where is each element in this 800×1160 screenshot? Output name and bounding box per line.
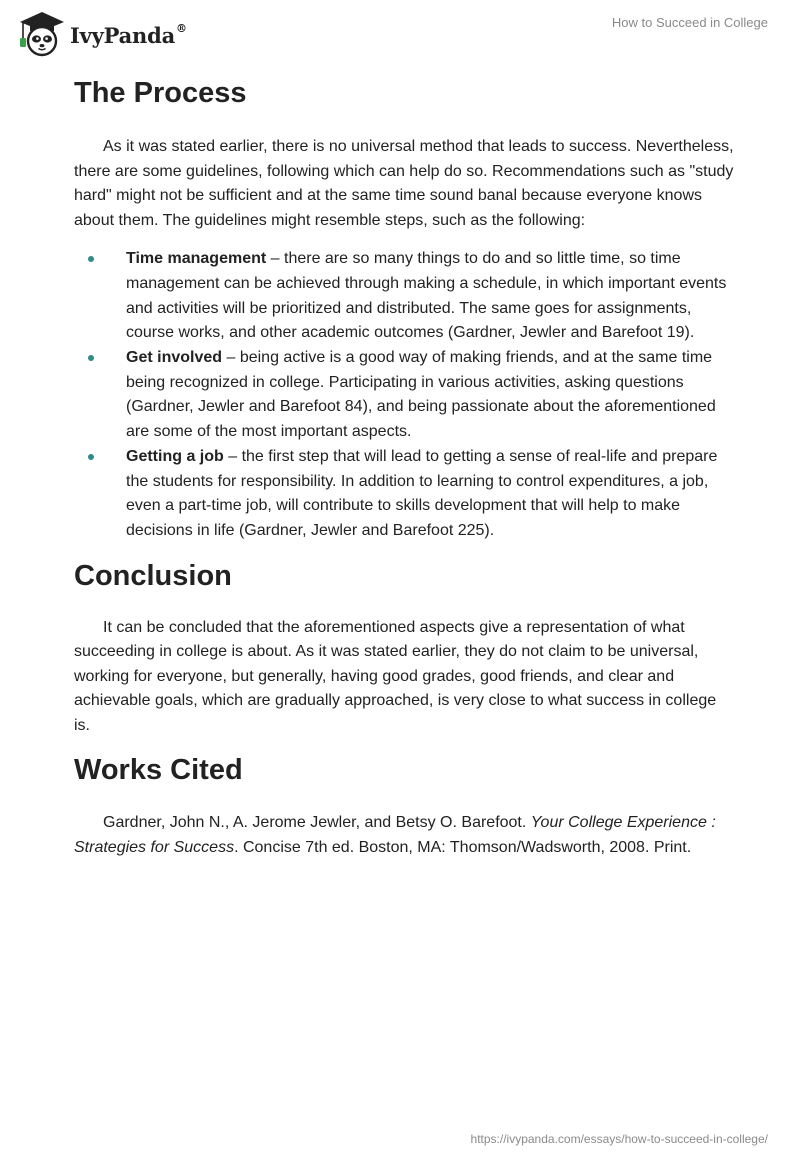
heading-works-cited: Works Cited bbox=[74, 754, 243, 787]
bullet-icon bbox=[88, 355, 94, 361]
page-header bbox=[0, 0, 800, 70]
citation-details: . Concise 7th ed. Boston, MA: Thomson/Wadsworth, 2008. Print. bbox=[234, 839, 692, 857]
panda-graduation-cap-icon bbox=[14, 8, 66, 58]
bullet-icon bbox=[88, 454, 94, 460]
list-item-text: – the first step that will lead to getting a sense of real-life and prepare the students for responsibility. In addition to learning to control expenditures, a job, even a part-time job, will contribute to skills development that will help to make decisions in life (Gardner, Jewler and Barefoot 225). bbox=[126, 448, 718, 539]
list-item bbox=[74, 445, 734, 543]
heading-conclusion: Conclusion bbox=[74, 559, 232, 592]
bullet-icon bbox=[88, 256, 94, 262]
conclusion-paragraph: It can be concluded that the aforementioned aspects give a representation of what succeeding in college is about. As it was stated earlier, they do not claim to be universal, working for everyone, but generally, having good grades, good friends, and clear and achievable goals, which are gradually approached, is very close to what success in college is. bbox=[74, 618, 717, 734]
heading-the-process: The Process bbox=[74, 77, 247, 109]
citation-authors: Gardner, John N., A. Jerome Jewler, and Betsy O. Barefoot. bbox=[103, 814, 531, 832]
list-item-term: Get involved bbox=[126, 349, 223, 367]
list-item-text: – there are so many things to do and so little time, so time management can be achieved through making a schedule, in which important events and activities will be prioritized and distributed. The same goes for assignments, course works, and other academic outcomes (Gardner, Jewler and Barefoot 19). bbox=[126, 250, 727, 342]
guidelines-list bbox=[74, 247, 734, 543]
brand-name: IvyPanda® bbox=[70, 21, 187, 48]
list-item-term: Getting a job bbox=[126, 448, 224, 466]
list-item bbox=[74, 346, 734, 444]
works-cited-entry bbox=[74, 811, 734, 860]
list-item-text: – being active is a good way of making friends, and at the same time being recognized in college. Participating in various activities, asking questions (Gardner, Jewler and Barefoot 84), and being passionate about the aforementioned are some of the most important aspects. bbox=[126, 349, 716, 441]
process-intro-paragraph: As it was stated earlier, there is no universal method that leads to success. Nevertheless, there are some guidelines, following which can help do so. Recommendations such as "study hard" might not be sufficient and at the same time sound banal because everyone knows about them. The guidelines might resemble steps, such as the following: bbox=[74, 138, 734, 229]
list-item-term: Time management bbox=[126, 250, 267, 268]
document-title: How to Succeed in College bbox=[611, 15, 768, 30]
list-item bbox=[74, 247, 734, 345]
essay-content bbox=[74, 70, 734, 861]
citation-title: Your College Experience : Strategies for Success bbox=[74, 814, 716, 857]
footer-url[interactable]: https://ivypanda.com/essays/how-to-succeed-in-college/ bbox=[470, 1132, 768, 1146]
logo[interactable] bbox=[14, 8, 187, 58]
